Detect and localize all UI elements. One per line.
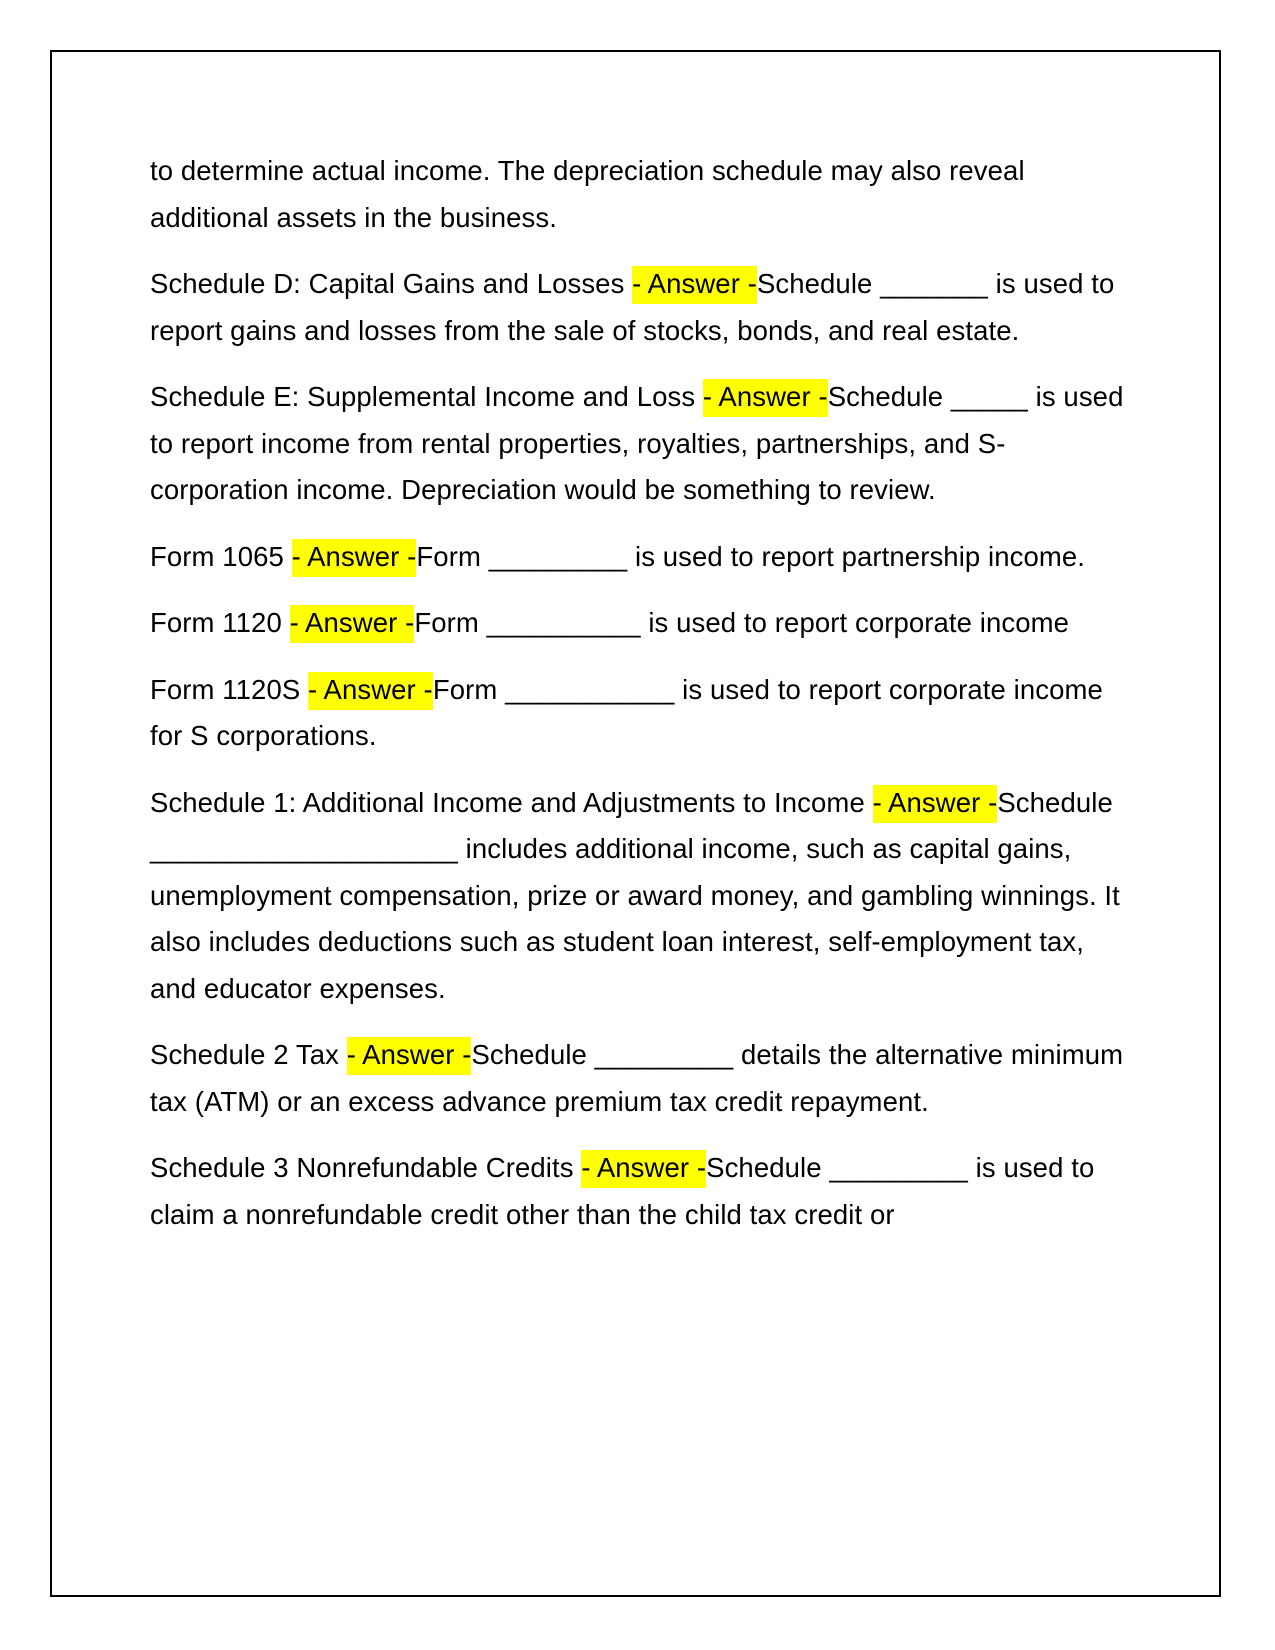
answer-text: Form __________ is used to report corporate income: [414, 607, 1070, 638]
answer-text: Form _________ is used to report partnership income.: [416, 540, 1086, 572]
paragraph-form-1120s: [150, 667, 1130, 760]
paragraph-schedule-d: [150, 261, 1130, 354]
question-text: Schedule D: Capital Gains and Losses: [150, 268, 633, 299]
question-text: Form 1120: [150, 607, 290, 638]
question-text: Schedule E: Supplemental Income and Loss: [150, 381, 703, 412]
answer-text: Form ___________ is used to report corporate income for S corporations.: [150, 673, 1103, 751]
answer-highlight: - Answer -: [873, 785, 998, 823]
paragraph-schedule-2: [150, 1032, 1130, 1125]
question-text: Schedule 2 Tax: [150, 1039, 347, 1070]
paragraph-depreciation: [150, 148, 1130, 241]
paragraph-schedule-3: [150, 1145, 1130, 1238]
question-text: Schedule 1: Additional Income and Adjustments to Income: [150, 786, 873, 818]
answer-highlight: - Answer -: [290, 605, 415, 643]
answer-text: Schedule _________ details the alternative minimum tax (ATM) or an excess advance premium tax credit repayment.: [150, 1039, 1124, 1117]
answer-highlight: - Answer -: [632, 266, 757, 304]
paragraph-text: to determine actual income. The depreciation schedule may also reveal additional assets in the business.: [150, 155, 1025, 233]
answer-highlight: - Answer -: [292, 539, 417, 577]
answer-text: Schedule _______ is used to report gains and losses from the sale of stocks, bonds, and real estate.: [150, 268, 1115, 346]
answer-text: Schedule _____ is used to report income from rental properties, royalties, partnerships, and S-corporation income. Depreciation would be something to review.: [150, 381, 1124, 505]
question-text: Form 1120S: [150, 673, 309, 705]
paragraph-schedule-1: [150, 780, 1130, 1013]
document-body: [150, 148, 1130, 1258]
paragraph-form-1120: [150, 600, 1130, 647]
answer-highlight: - Answer -: [347, 1037, 472, 1075]
answer-text: Schedule ____________________ includes additional income, such as capital gains, unemployment compensation, prize or award money, and gambling winnings. It also includes deductions such as student loan interest, self-employment tax, and educator expenses.: [150, 786, 1120, 1004]
answer-highlight: - Answer -: [308, 672, 433, 710]
answer-highlight: - Answer -: [703, 379, 828, 417]
paragraph-schedule-e: [150, 374, 1130, 514]
answer-text: Schedule _________ is used to claim a nonrefundable credit other than the child tax credit or: [150, 1152, 1095, 1230]
answer-highlight: - Answer -: [581, 1150, 706, 1188]
question-text: Form 1065: [150, 540, 292, 572]
question-text: Schedule 3 Nonrefundable Credits: [150, 1152, 582, 1183]
paragraph-form-1065: [150, 534, 1130, 581]
